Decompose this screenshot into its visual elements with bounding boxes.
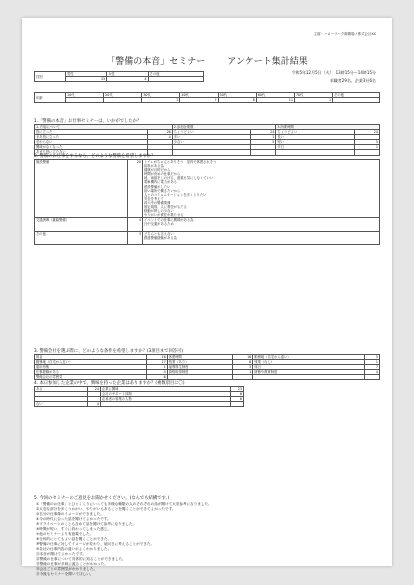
document-title <box>22 54 392 67</box>
q5-title: 5. 今回のセミナーのご意見をお聞かせください。(なんでも結構です。) <box>34 496 170 501</box>
q5-comment: ⑮今後もセミナーを開いてほしい。 <box>36 572 94 576</box>
q4-detail-count: 6 <box>231 392 244 397</box>
q2-comment: 時間が決めの仕事だから <box>144 172 181 177</box>
q5-comment: ⑩各社の仕事内容の違いがよくわかりました。 <box>36 547 112 551</box>
q1-count: 1 <box>251 135 276 140</box>
q3-option: 残業（あり） <box>167 360 232 365</box>
gender-value: 4 <box>107 77 148 82</box>
age-header: 50代 <box>218 93 256 98</box>
q3-option: 残業（なし） <box>253 360 365 365</box>
q1-option: 興味がなくなった <box>35 145 148 150</box>
q3-count: 17 <box>147 360 168 365</box>
q1-count <box>355 150 380 155</box>
q2-comment: 固定規則、人に責任がもてる <box>144 205 187 210</box>
q3-title: 3. 警備会社を選ぶ際に、どのような条件を希望しますか？(3項目まで回答可) <box>34 349 184 354</box>
q3-option: 勤務地（自宅から近い） <box>35 360 147 365</box>
q1-count: 1 <box>355 145 380 150</box>
q2-title: 2. 警備のお仕事をするなら、どのような警備を希望しますか？ <box>34 154 156 159</box>
q1-option: まあ役に立った <box>35 135 148 140</box>
q2-comment: 人とのコミュニケーションを多くとりたい <box>144 192 207 197</box>
q3-table <box>34 354 380 380</box>
q2-comment: どちらとも言えない <box>144 231 174 236</box>
q2-comment: 建設警備がしたい <box>144 184 171 189</box>
q2-comment: 地、雨風をしのげる、道覚も気にしなくていい <box>144 176 214 181</box>
q2-comments <box>143 231 380 244</box>
q2-comments <box>143 218 380 231</box>
q3-count: 1 <box>232 370 253 375</box>
q5-comment: ⑧全体的にとてもよい話を聞くことができた。 <box>36 537 112 541</box>
q5-comment: ⑬警備の仕事が多岐に渡ることがわかった。 <box>36 562 108 566</box>
q5-comment: ③自分の仕事像のイメージができました。 <box>36 512 104 516</box>
q3-count <box>365 375 380 380</box>
q1-option <box>172 150 251 155</box>
q3-option <box>253 375 365 380</box>
q5-comment: ⑦他のセミナーより有意義でした。 <box>36 532 94 536</box>
q1-option: 長い <box>276 135 355 140</box>
q2-comment: イベントでの仕事に興味がある為 <box>144 218 194 223</box>
q1-option: ちょうどよい <box>276 130 355 135</box>
q2-comment: 電車機内に電力がある <box>144 180 177 185</box>
q1-count: 5 <box>251 140 276 145</box>
age-header: 20代 <box>104 93 142 98</box>
q2-comment: 移動が押しの少ない <box>144 209 174 214</box>
q1-count: 24 <box>251 130 276 135</box>
q1-option: 役に立った <box>35 130 148 135</box>
q1-option: 多い <box>172 135 251 140</box>
q1-option: 半日 <box>276 145 355 150</box>
q4-title: 4. 本日参加した企業の中で、興味を持った企業はありますか？(複数項目に〇) <box>34 381 185 386</box>
q5-comment: ⑫警備の仕事について具体的に知ることができました。 <box>36 557 126 561</box>
age-header: その他 <box>333 93 380 98</box>
age-value <box>104 98 142 103</box>
q3-option: 警備会社の雰囲気 <box>35 375 147 380</box>
age-value: 8 <box>218 98 256 103</box>
q4-answer: ある <box>35 387 88 392</box>
q4-table <box>34 386 244 407</box>
q5-comment: ⑪本音が聞けてよかったです。 <box>36 552 87 556</box>
host-organization: 主催：ハローワーク御殿場 / 株式会社XX <box>313 32 376 36</box>
date-line: 令和5年12月5日（火） 13時15分〜14時15分 <box>291 70 376 75</box>
q2-comment: 担い場所で働きたいから <box>144 188 181 193</box>
q3-count: 6 <box>147 375 168 380</box>
q1-count: 24 <box>355 130 380 135</box>
q2-comment: やりがいが責任が果たせる <box>144 213 184 218</box>
q5-comment: ⑤プライベートのことも含めて話を聞けて参考になりました。 <box>36 522 137 526</box>
q2-category: 交通誘導（雑踏警備） <box>35 218 128 231</box>
gender-header: 女性 <box>107 72 148 77</box>
gender-label: 性別 <box>35 72 66 82</box>
q2-comments <box>143 160 380 218</box>
q1-count: 4 <box>147 135 172 140</box>
q3-count <box>232 375 253 380</box>
q1-col-header: 1. 内容について <box>35 125 173 130</box>
gender-header: 男性 <box>66 72 107 77</box>
q3-count: 5 <box>365 355 380 360</box>
age-header: 30代 <box>142 93 180 98</box>
q4-detail: 会社のサポート体制 <box>101 392 231 397</box>
gender-header: その他 <box>148 72 203 77</box>
q3-count: 16 <box>147 355 168 360</box>
title-sub: アンケート集計結果 <box>227 57 308 67</box>
q2-comment: 安全を考えて <box>144 196 164 201</box>
q5-comment: ⑨警備の仕事に対してイメージが変わり、前向きに考えることができた。 <box>36 542 155 546</box>
age-label: 年齢 <box>35 93 66 103</box>
q3-option: 雇用形態 <box>35 365 147 370</box>
q4-detail: 企業に興味 <box>101 387 231 392</box>
q5-comment: ⑥時間が短い、すぐに終わってしまった感じ。 <box>36 527 112 531</box>
q4-answer: ない <box>35 402 88 407</box>
q5-comment: ④今の時代に合った話を聞けてよかったです。 <box>36 517 111 521</box>
q2-count: 4 <box>128 218 143 231</box>
age-value: 2 <box>142 98 180 103</box>
q5-comments <box>36 502 376 577</box>
q1-title: 1.「警備の本音」お仕事セミナーは、いかがでしたか？ <box>34 119 142 124</box>
q1-col-header: 3.所要時間 <box>276 125 380 130</box>
q2-comment: トイレがちゃんとありそう 室内で休憩されそう <box>144 160 217 164</box>
gender-table <box>34 71 204 82</box>
q2-table <box>34 159 380 245</box>
survey-document-page <box>22 18 392 576</box>
q2-category: 施設警備 <box>35 160 128 218</box>
age-value <box>333 98 380 103</box>
q1-col-header: 2.参加企業数 <box>172 125 276 130</box>
q2-count: 20 <box>128 160 143 218</box>
attendance-line: 求職者29名、企業3社6名 <box>329 78 376 83</box>
q2-count: 3 <box>128 231 143 244</box>
q1-option: 少ない <box>172 140 251 145</box>
age-value: 1 <box>294 98 332 103</box>
q4-detail-count: 6 <box>231 397 244 402</box>
age-header: 40代 <box>180 93 218 98</box>
title-main: 「警備の本音」セミナー <box>106 57 206 67</box>
q1-count <box>251 150 276 155</box>
age-header: 70代 <box>294 93 332 98</box>
q3-option: 福利厚生制度 <box>167 365 232 370</box>
q3-count: 3 <box>232 365 253 370</box>
q2-comment: 日中交通があるため <box>144 222 174 227</box>
q3-count: 1 <box>147 365 168 370</box>
q3-count: 4 <box>147 370 168 375</box>
age-value: 11 <box>256 98 294 103</box>
q3-option: 休憩時間 <box>167 355 232 360</box>
gender-value <box>148 77 203 82</box>
q1-option: ちょうどよい <box>172 130 251 135</box>
age-value <box>66 98 104 103</box>
q2-comment: 給料がある為 <box>144 164 164 169</box>
q3-option: 休日 <box>253 365 365 370</box>
q5-comment: ①「警備のお仕事」とひとくくりにいっても多様な種類の人のそれぞれの話が聞けて大変参考になりました。 <box>36 502 212 506</box>
q2-comment: 健康が目的だから <box>144 168 171 173</box>
q5-comment: ②大変な部分を多くうかがい、やりがいもあることを聞くことができてよかったです。 <box>36 507 176 511</box>
q4-detail: 応募者の募集の人物 <box>101 397 231 402</box>
q1-count: 26 <box>147 130 172 135</box>
gender-value: 25 <box>66 77 107 82</box>
q1-option: 短い <box>276 140 355 145</box>
age-table <box>34 92 380 103</box>
q3-option: 勤務地（自宅から遠い） <box>253 355 365 360</box>
q3-count: 6 <box>232 360 253 365</box>
q1-option: あまり役に立たない <box>35 150 148 155</box>
q2-comment: 四六中の警備業務 <box>144 200 171 205</box>
age-value: 7 <box>180 98 218 103</box>
q2-category: その他 <box>35 231 128 244</box>
q4-count: 4 <box>88 402 101 407</box>
q4-detail-count: 23 <box>231 387 244 392</box>
q3-count: 16 <box>232 355 253 360</box>
q3-count: 1 <box>365 360 380 365</box>
q4-count: 24 <box>88 387 101 392</box>
q3-count: 7 <box>365 365 380 370</box>
q1-option: 変わらない <box>35 140 148 145</box>
q1-count: 5 <box>355 140 380 145</box>
q5-comment: ⑭会社ごとの雰囲気がわかりました。 <box>36 567 98 571</box>
q3-count: 4 <box>365 370 380 375</box>
q1-table <box>34 124 380 156</box>
age-header: 60代 <box>256 93 294 98</box>
q3-option: 仕事経験がある <box>35 370 147 375</box>
age-header: 10代 <box>66 93 104 98</box>
q1-option <box>276 150 355 155</box>
q3-option: 研修や教育制度 <box>253 370 365 375</box>
q3-option: 資格取得制度 <box>167 370 232 375</box>
q2-comment: 鉄道警備経験がある為 <box>144 235 177 240</box>
q3-option: 賃金 <box>35 355 147 360</box>
